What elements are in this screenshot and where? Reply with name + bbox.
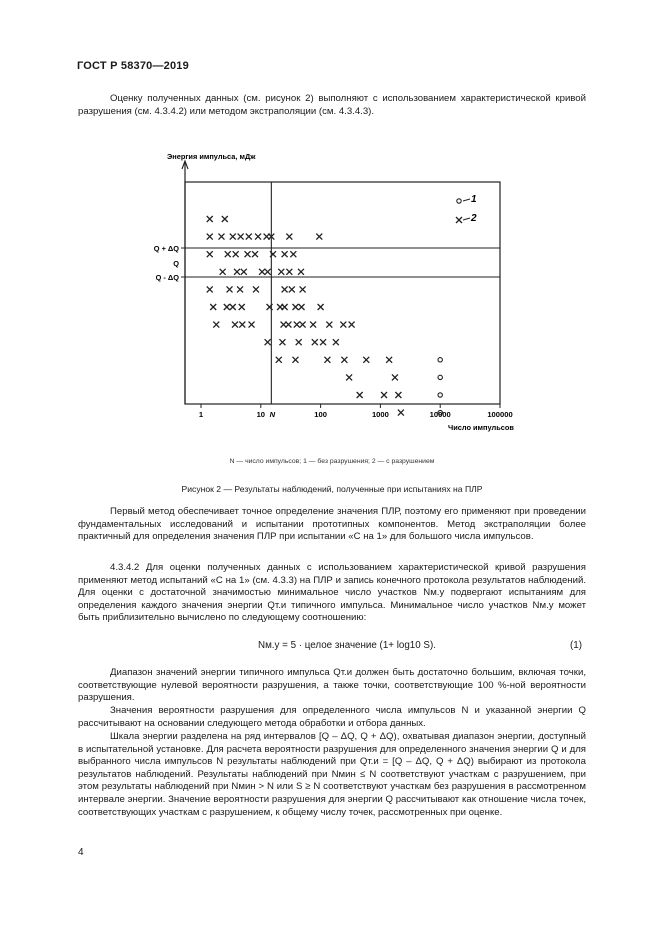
q-label-1: Q [173,259,179,268]
legend-label-2: 2 [471,213,477,224]
paragraph-p5: Шкала энергии разделена на ряд интервалов [Q – ΔQ, Q + ΔQ), охватывая диапазон энергии, доступный в испытательной установке. Для расчета вероятности разрушения для определенного значения энергии Q и для выбранного числа импульсов N результаты наблюдений при Qт.и = [Q – ΔQ, Q + ΔQ) выбирают из протокола результатов наблюдений. Результаты наблюдений при Nмин ≤ N соответствуют участкам с разрушением, при этом результаты наблюдений при Nмин > N или S ≥ N соответствуют участкам без разрушения в рассмотренном интервале энергии. Значение вероятности разрушения для энергии Q рассчитывают как отношение числа точек, соответствующих участкам с разрушением, к общему числу точек, рассмотренных при оценке. [78,731,586,818]
data-point-x-35 [210,304,216,310]
formula-1 [78,640,586,654]
data-point-x-60 [312,339,318,345]
data-point-x-62 [333,339,339,345]
page-number: 4 [78,847,84,858]
data-point-x-72 [381,392,387,398]
data-point-x-45 [213,322,219,328]
data-point-x-44 [318,304,324,310]
data-point-x-52 [300,322,306,328]
data-point-x-41 [282,304,288,310]
data-point-x-46 [232,322,238,328]
data-point-x-55 [340,322,346,328]
data-point-x-43 [299,304,305,310]
data-point-x-68 [386,357,392,363]
q-label-2: Q - ΔQ [155,273,179,282]
data-point-x-57 [265,339,271,345]
data-point-x-24 [265,269,271,275]
data-point-o-1 [438,375,442,379]
legend-label-1: 1 [471,194,477,205]
q-label-0: Q + ΔQ [153,244,179,253]
data-point-x-61 [320,339,326,345]
data-point-x-59 [296,339,302,345]
x-tick-label-3: 1000 [371,410,389,419]
data-point-x-70 [392,374,398,380]
data-point-x-13 [225,251,231,257]
data-point-x-32 [282,286,288,292]
data-point-x-65 [324,357,330,363]
data-point-x-47 [239,322,245,328]
figure-note: N — число импульсов; 1 — без разрушения; 2 — с разрушением [229,458,435,465]
data-point-x-12 [207,251,213,257]
data-point-x-67 [363,357,369,363]
formula-body: Nм.у = 5 · целое значение (1+ log10 S). [258,640,436,651]
intro-paragraph: Оценку полученных данных (см. рисунок 2) выполняют с использованием характеристической кривой разрушения (см. 4.3.4.2) или методом экстраполяции (см. 4.3.4.3). [78,93,586,117]
data-point-x-51 [294,322,300,328]
data-point-x-7 [255,234,261,240]
x-tick-label-1: 10 [256,410,266,419]
x-tick-label-n: N [269,410,276,419]
data-point-x-54 [326,322,332,328]
paragraph-p4: Значения вероятности разрушения для определенного числа импульсов N и указанной энергии Q рассчитывают на основании следующего метода обработки и отбора данных. [78,705,586,729]
data-point-x-15 [245,251,251,257]
data-point-x-10 [286,234,292,240]
data-point-x-30 [237,286,243,292]
standard-code: ГОСТ Р 58370—2019 [77,60,189,72]
data-point-x-63 [276,357,282,363]
paragraph-p1: Первый метод обеспечивает точное определение значения ПЛР, поэтому его применяют при проведении фундаментальных исследований и испытании прототипных компонентов. Метод экстраполяции более практичный для определения значения ПЛР при испытании «С на 1» для большого числа импульсов. [78,506,586,543]
data-point-x-28 [207,286,213,292]
x-axis-label: Число импульсов [448,423,514,432]
data-point-x-14 [233,251,239,257]
data-point-x-73 [395,392,401,398]
data-point-x-36 [224,304,230,310]
data-point-x-27 [298,269,304,275]
data-point-x-21 [234,269,240,275]
paragraph-p3: Диапазон значений энергии типичного импульса Qт.и должен быть достаточно большим, включая точки, соответствующие нулевой вероятности разрушения, а также точки, соответствующие 100 %-ной вероятности разрушения. [78,667,586,704]
data-point-x-42 [292,304,298,310]
data-point-x-19 [290,251,296,257]
data-point-x-18 [282,251,288,257]
data-point-x-64 [292,357,298,363]
plot-frame [185,182,500,404]
data-point-x-48 [249,322,255,328]
y-axis-label: Энергия импульса, мДж [167,152,256,161]
data-point-x-16 [252,251,258,257]
legend-leader-1 [463,199,470,201]
data-point-x-31 [253,286,259,292]
data-point-x-69 [346,374,352,380]
x-tick-label-5: 100000 [487,410,513,419]
x-tick-label-2: 100 [314,410,327,419]
data-point-x-34 [300,286,306,292]
data-point-x-56 [349,322,355,328]
figure-2-chart [130,150,530,440]
paragraph-p2: 4.3.4.2 Для оценки полученных данных с использованием характеристической кривой разрушения применяют метод испытаний «С на 1» (см. 4.3.3) на ПЛР и запись конечного протокола результатов наблюдений. Для оценки с достаточной значимостью минимальное число участков Nм.у подвергают испытаниям для определения каждого значения энергии Qт.и типичного импульса. Минимальное число участков Nм.у может быть приблизительно вычислено по следующему соотношению: [78,562,586,624]
data-point-x-58 [279,339,285,345]
data-point-x-3 [218,234,224,240]
data-point-x-22 [241,269,247,275]
legend-marker-o [457,199,461,203]
data-point-x-33 [289,286,295,292]
data-point-x-26 [286,269,292,275]
data-point-x-74 [398,410,404,416]
x-tick-label-4: 10000 [429,410,451,419]
data-point-x-23 [259,269,265,275]
data-point-x-1 [222,216,228,222]
legend-leader-2 [463,218,470,220]
data-point-x-66 [341,357,347,363]
legend-marker-x [456,217,462,223]
data-point-x-0 [207,216,213,222]
figure-caption: Рисунок 2 — Результаты наблюдений, полученные при испытаниях на ПЛР [181,484,483,494]
data-point-x-11 [316,234,322,240]
data-point-o-2 [438,393,442,397]
data-point-o-0 [438,358,442,362]
data-point-x-38 [239,304,245,310]
data-point-x-6 [246,234,252,240]
data-point-x-50 [285,322,291,328]
data-point-x-29 [227,286,233,292]
x-tick-label-0: 1 [198,410,204,419]
data-point-x-4 [230,234,236,240]
data-point-x-2 [207,234,213,240]
data-point-x-25 [278,269,284,275]
data-point-x-37 [230,304,236,310]
data-point-x-5 [238,234,244,240]
data-point-x-71 [357,392,363,398]
data-point-x-53 [310,322,316,328]
data-point-x-20 [220,269,226,275]
formula-number: (1) [570,640,582,651]
